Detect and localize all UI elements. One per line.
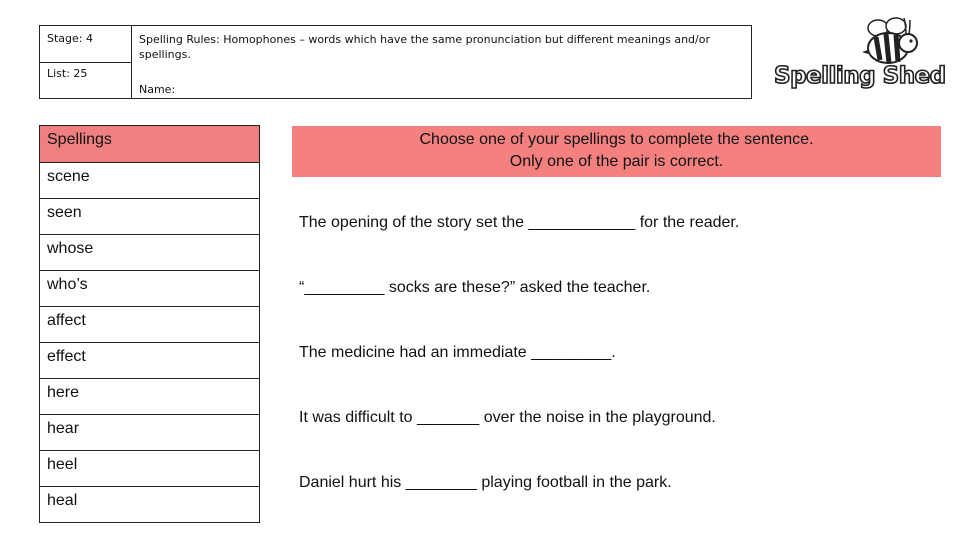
sentence-2: “_________ socks are these?” asked the teacher. — [299, 279, 651, 296]
spelling-word: affect — [40, 306, 259, 342]
logo-text: Spelling Shed — [774, 63, 946, 89]
spelling-word: heal — [40, 486, 259, 522]
spelling-word: scene — [40, 162, 259, 198]
spelling-word: seen — [40, 198, 259, 234]
sentence-1: The opening of the story set the ____________ for the reader. — [299, 214, 740, 231]
instruction-line-2: Only one of the pair is correct. — [509, 153, 724, 170]
spelling-rules-text: Spelling Rules: Homophones – words which have the same pronunciation but different meanings and/or spellings. — [139, 33, 711, 61]
spelling-word: whose — [40, 234, 259, 270]
stage-label: Stage: 4 — [47, 32, 93, 45]
worksheet-header — [39, 25, 752, 99]
stage-list-cell — [40, 26, 132, 98]
spelling-word: heel — [40, 450, 259, 486]
spelling-word: who’s — [40, 270, 259, 306]
sentence-5: Daniel hurt his ________ playing football in the park. — [299, 474, 672, 491]
instruction-banner — [292, 126, 941, 177]
spelling-word: effect — [40, 342, 259, 378]
spelling-shed-logo — [768, 10, 946, 100]
name-label: Name: — [139, 83, 176, 96]
spelling-word: hear — [40, 414, 259, 450]
spellings-header: Spellings — [40, 126, 259, 162]
spellings-table — [39, 125, 260, 523]
list-label: List: 25 — [47, 67, 88, 80]
sentence-4: It was difficult to _______ over the noise in the playground. — [299, 409, 716, 426]
cell-divider — [40, 62, 131, 63]
spelling-word: here — [40, 378, 259, 414]
instruction-line-1: Choose one of your spellings to complete the sentence. — [419, 131, 814, 148]
sentence-3: The medicine had an immediate _________. — [299, 344, 616, 361]
